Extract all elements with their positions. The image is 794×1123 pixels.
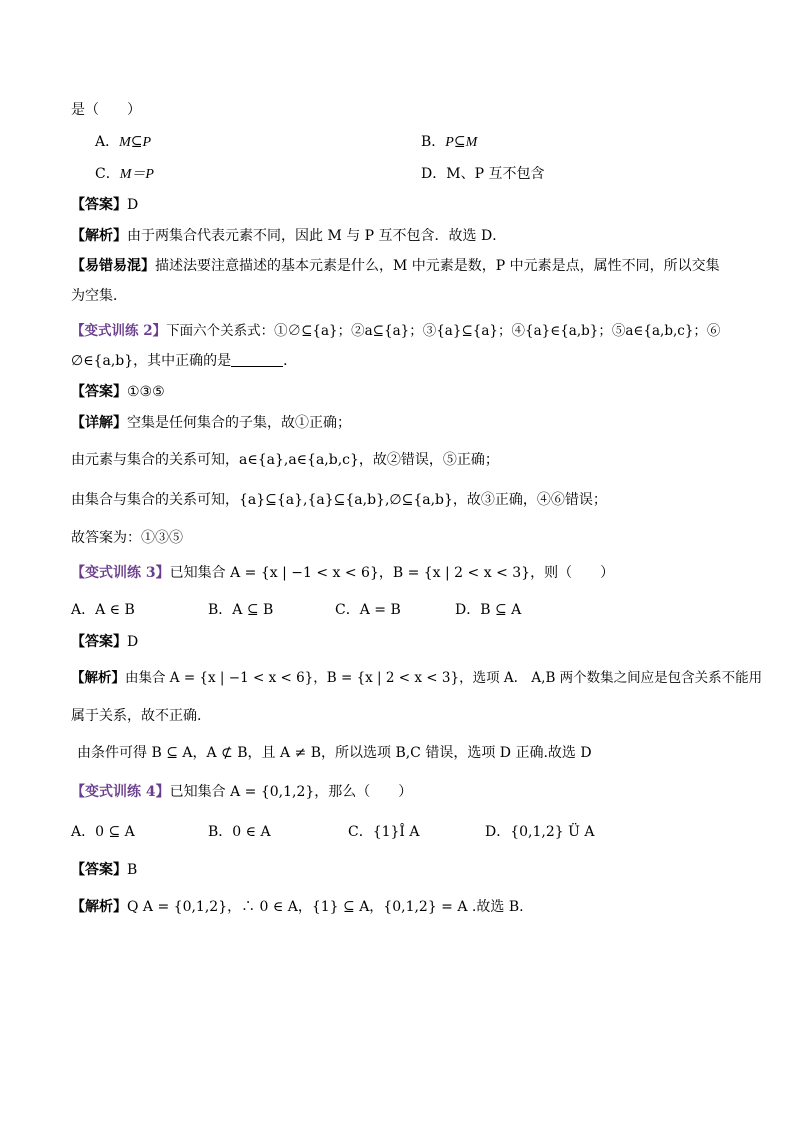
q3-answer: 【答案】D (71, 634, 139, 650)
answer-blank[interactable] (231, 352, 283, 367)
q2-answer: 【答案】①③⑤ (71, 384, 165, 400)
q4-analysis: 【解析】Q A = {0,1,2}，∴ 0 ∈ A，{1} ⊆ A，{0,1,2} = A .故选 B. (71, 899, 524, 915)
q1-option-c[interactable]: C．M＝P (95, 166, 154, 182)
q1-option-a[interactable]: A．M⊆P (95, 134, 152, 150)
q4-option-a[interactable]: A．0 ⊆ A (71, 824, 135, 840)
q2-detail-1: 【详解】空集是任何集合的子集，故①正确； (71, 415, 351, 431)
q3-analysis-2: 属于关系，故不正确. (71, 708, 202, 724)
q4-option-d[interactable]: D．{0,1,2} Ü A (485, 824, 595, 840)
q1-pitfall: 【易错易混】描述法要注意描述的基本元素是什么，M 中元素是数，P 中元素是点，属性不同，所以交集 (71, 258, 720, 274)
q3-analysis-3: 由条件可得 B ⊆ A，A ⊄ B，且 A ≠ B，所以选项 B,C 错误，选项 D 正确.故选 D (77, 745, 592, 761)
q2-detail-4: 故答案为：①③⑤ (71, 530, 183, 546)
q2-stem: 【变式训练 2】下面六个关系式：①∅⊆{a}；②a⊆{a}；③{a}⊆{a}；④{a}∈{a,b}；⑤a∈{a,b,c}；⑥ (71, 323, 721, 339)
q1-analysis: 【解析】由于两集合代表元素不同，因此 M 与 P 互不包含．故选 D． (71, 228, 507, 244)
q2-detail-2: 由元素与集合的关系可知，a∈{a},a∈{a,b,c}，故②错误，⑤正确； (71, 452, 499, 468)
q4-option-c[interactable]: C．{1}Î A (348, 824, 420, 840)
q3-option-d[interactable]: D．B ⊆ A (455, 602, 522, 618)
q3-option-b[interactable]: B．A ⊆ B (208, 602, 274, 618)
q2-detail-3: 由集合与集合的关系可知，{a}⊆{a},{a}⊆{a,b},∅⊆{a,b}，故③正确，④⑥错误； (71, 492, 607, 508)
q4-stem: 【变式训练 4】已知集合 A = {0,1,2}，那么（ ） (71, 784, 413, 800)
q3-stem: 【变式训练 3】已知集合 A = {x | −1 < x < 6}，B = {x | 2 < x < 3}，则（ ） (71, 565, 615, 581)
q3-analysis-1: 【解析】由集合 A = {x | −1 < x < 6}，B = {x | 2 < x < 3}，选项 A. A,B 两个数集之间应是包含关系不能用 (71, 670, 763, 686)
q1-answer: 【答案】D (71, 197, 139, 213)
q4-answer: 【答案】B (71, 862, 138, 878)
q3-option-a[interactable]: A．A ∈ B (71, 602, 135, 618)
q2-stem-cont: ∅∈{a,b}，其中正确的是 ． (71, 353, 298, 369)
q1-stem-tail: 是（ ） (71, 102, 141, 118)
q1-option-b[interactable]: B．P⊆M (421, 134, 478, 150)
q3-option-c[interactable]: C．A = B (335, 602, 401, 618)
q1-pitfall-cont: 为空集． (71, 288, 127, 304)
q1-option-d[interactable]: D．M、P 互不包含 (421, 166, 545, 182)
q4-option-b[interactable]: B．0 ∈ A (208, 824, 271, 840)
